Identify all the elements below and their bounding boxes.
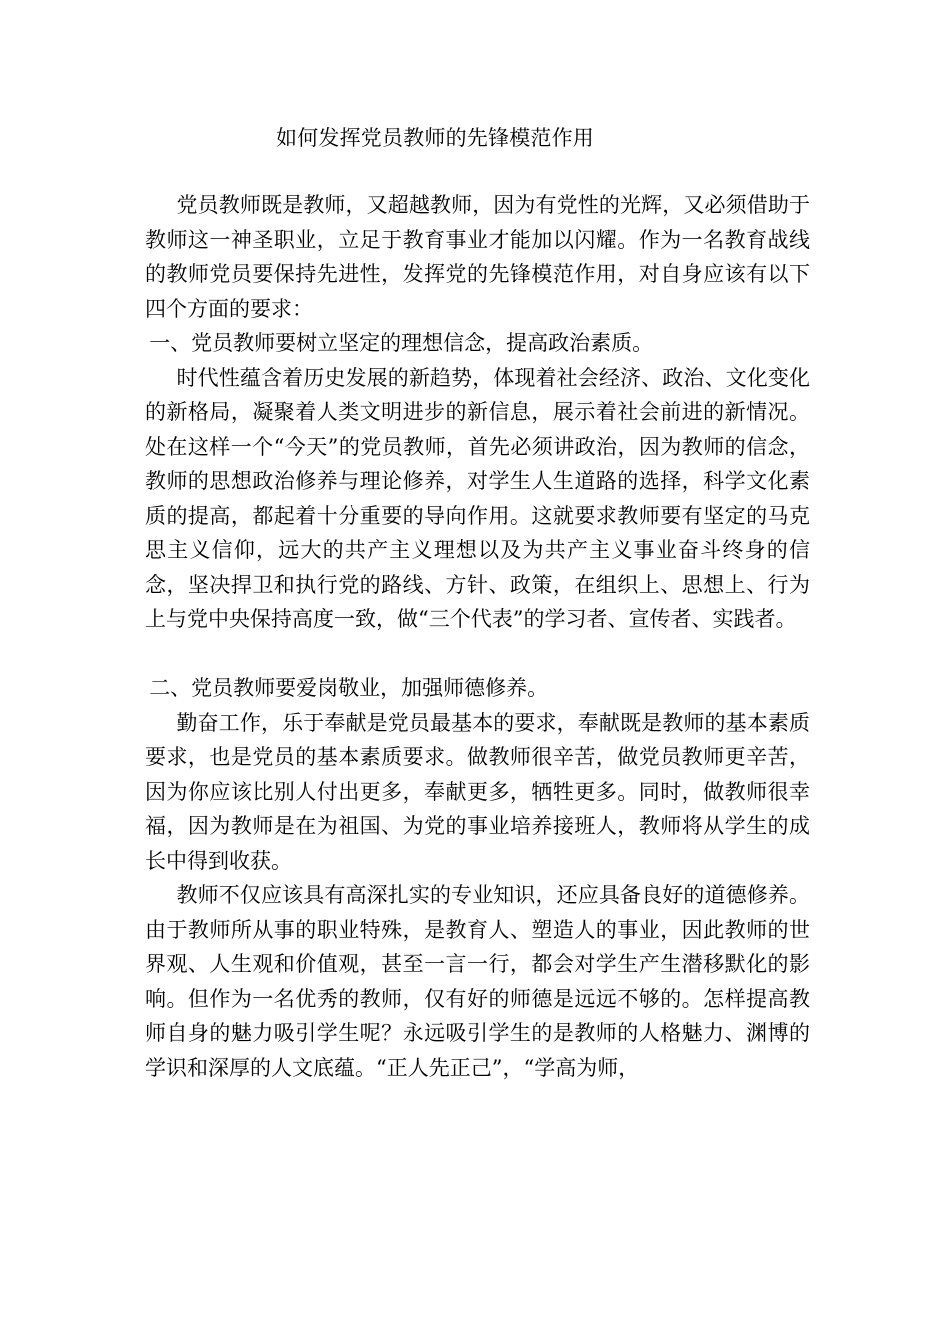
section-2-paragraph-2: 教师不仅应该具有高深扎实的专业知识，还应具备良好的道德修养。由于教师所从事的职业特殊，是教育人、塑造人的事业，因此教师的世界观、人生观和价值观，甚至一言一行，都会对学生产生潜移默化的影响。但作为一名优秀的教师，仅有好的师德是远远不够的。怎样提高教师自身的魅力吸引学生呢？永远吸引学生的是教师的人格魅力、渊博的学识和深厚的人文底蕴。“正人先正己”，“学高为师， [145, 883, 810, 1080]
section-1-paragraph-1: 时代性蕴含着历史发展的新趋势，体现着社会经济、政治、文化变化的新格局，凝聚着人类文明进步的新信息，展示着社会前进的新情况。处在这样一个“今天”的党员教师，首先必须讲政治，因为教师的信念，教师的思想政治修养与理论修养，对学生人生道路的选择，科学文化素质的提高，都起着十分重要的导向作用。这就要求教师要有坚定的马克思主义信仰，远大的共产主义理想以及为共产主义事业奋斗终身的信念，坚决捍卫和执行党的路线、方针、政策，在组织上、思想上、行为上与党中央保持高度一致，做“三个代表”的学习者、宣传者、实践者。 [145, 365, 810, 631]
blank-line [145, 637, 810, 672]
section-heading-2: 二、党员教师要爱岗敬业，加强师德修养。 [149, 676, 549, 700]
section-heading-1: 一、党员教师要树立坚定的理想信念，提高政治素质。 [149, 331, 654, 355]
intro-paragraph: 党员教师既是教师，又超越教师，因为有党性的光辉，又必须借助于教师这一神圣职业，立足于教育事业才能加以闪耀。作为一名教育战线的教师党员要保持先进性，发挥党的先锋模范作用，对自身应该有以下四个方面的要求： [145, 193, 810, 321]
document-title: 如何发挥党员教师的先锋模范作用 [276, 126, 594, 150]
section-2-paragraph-1: 勤奋工作，乐于奉献是党员最基本的要求，奉献既是教师的基本素质要求，也是党员的基本素质要求。做教师很辛苦，做党员教师更辛苦，因为你应该比别人付出更多，奉献更多，牺牲更多。同时，做教师很幸福，因为教师是在为祖国、为党的事业培养接班人，教师将从学生的成长中得到收获。 [145, 710, 810, 873]
document-body [145, 188, 810, 1085]
